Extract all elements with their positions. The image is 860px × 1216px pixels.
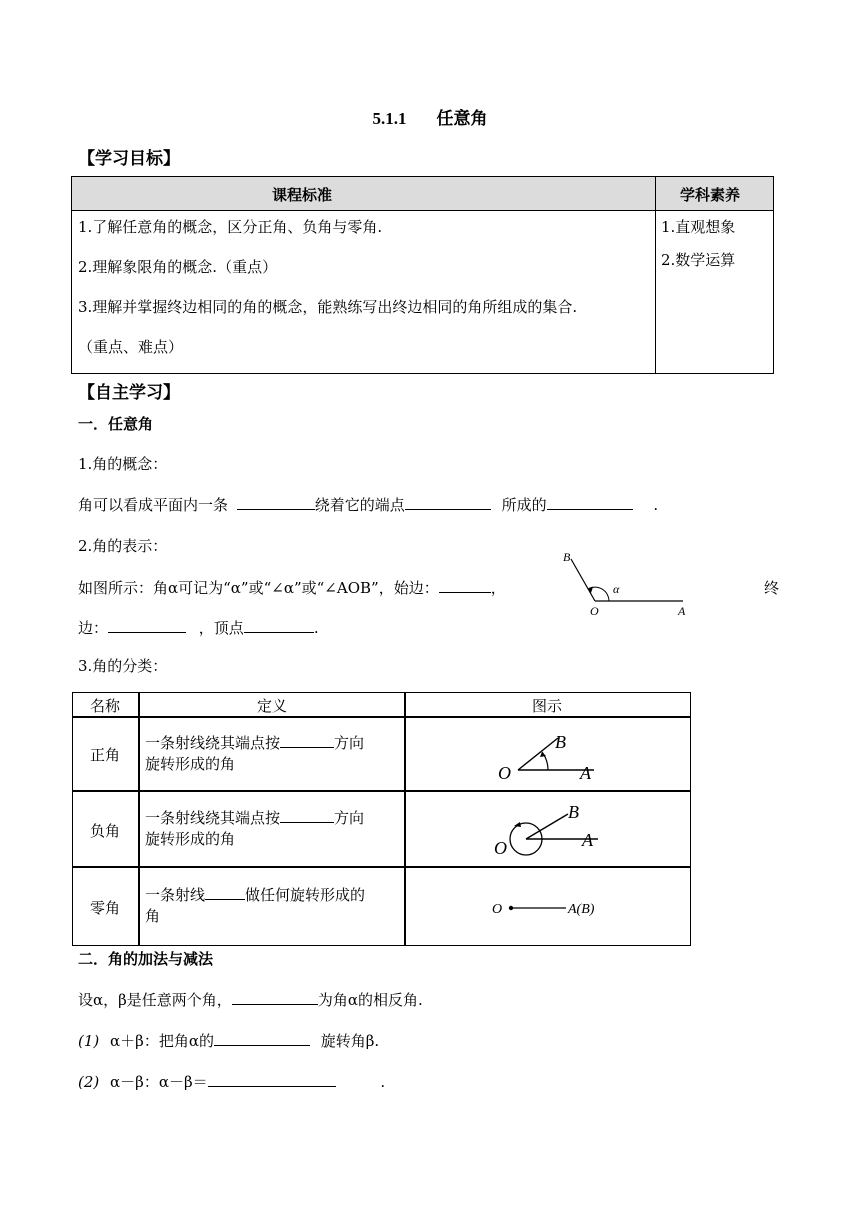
def-text: 一条射线 bbox=[145, 886, 206, 904]
fill-blank[interactable] bbox=[439, 578, 491, 593]
op1-label: (1) bbox=[78, 1032, 100, 1050]
learning-goals-table bbox=[71, 176, 774, 374]
fill-blank[interactable] bbox=[405, 495, 491, 510]
fill-blank[interactable] bbox=[232, 990, 318, 1005]
op2-text-a: α－β：α－β＝ bbox=[110, 1073, 208, 1091]
col-header-literacy: 学科素养 bbox=[680, 186, 741, 204]
class-label: 3.角的分类： bbox=[78, 657, 168, 675]
op2-label: (2) bbox=[78, 1073, 100, 1091]
concept-label: 1.角的概念： bbox=[78, 455, 168, 473]
label-b: B bbox=[563, 550, 571, 564]
op2-end: . bbox=[380, 1073, 386, 1091]
def-text: 角 bbox=[145, 907, 161, 925]
repr-zhong: 终 bbox=[764, 579, 780, 597]
concept-end: . bbox=[653, 496, 659, 514]
standard-item: （重点、难点） bbox=[78, 338, 184, 356]
page-title bbox=[0, 104, 860, 129]
fill-blank[interactable] bbox=[280, 733, 334, 748]
repr-comma: ， bbox=[490, 579, 506, 597]
angle-classification-table bbox=[72, 692, 691, 946]
def-text: 做任何旋转形成的 bbox=[245, 886, 366, 904]
label-o: O bbox=[498, 763, 511, 783]
concept-text-b: 绕着它的端点 bbox=[314, 496, 405, 514]
ops-intro-b: 为角α的相反角. bbox=[317, 991, 423, 1009]
row-divider bbox=[72, 716, 691, 718]
ops-intro-a: 设α，β是任意两个角， bbox=[78, 991, 232, 1009]
label-o: O bbox=[494, 838, 507, 858]
col-header-def: 定义 bbox=[257, 697, 288, 715]
op1-text-a: α＋β：把角α的 bbox=[110, 1032, 214, 1050]
row-def-zero bbox=[145, 885, 365, 927]
concept-line bbox=[78, 494, 658, 515]
fill-blank[interactable] bbox=[244, 618, 314, 633]
standard-item: 3.理解并掌握终边相同的角的概念，能熟练写出终边相同的角所组成的集合. bbox=[78, 298, 578, 316]
label-a: A bbox=[678, 604, 686, 618]
fill-blank[interactable] bbox=[108, 618, 186, 633]
repr-text-a: 如图所示：角α可记为“α”或“∠α”或“∠AOB”，始边： bbox=[78, 579, 439, 597]
col-header-fig: 图示 bbox=[532, 697, 563, 715]
literacy-item: 1.直观想象 bbox=[661, 218, 736, 236]
table-header-row bbox=[72, 177, 773, 211]
def-text: 方向 bbox=[334, 734, 365, 752]
label-ab: A(B) bbox=[568, 902, 595, 917]
section-name: 任意角 bbox=[436, 109, 488, 129]
standard-item: 2.理解象限角的概念.（重点） bbox=[78, 258, 278, 276]
learning-goals-heading: 【学习目标】 bbox=[78, 149, 180, 169]
row-name-positive: 正角 bbox=[89, 746, 120, 764]
label-a: A bbox=[580, 763, 591, 783]
fill-blank[interactable] bbox=[214, 1031, 310, 1046]
row-def-negative bbox=[145, 808, 364, 850]
standard-item: 1.了解任意角的概念，区分正角、负角与零角. bbox=[78, 218, 383, 236]
repr-text-b: 边： bbox=[78, 619, 109, 637]
repr-label: 2.角的表示： bbox=[78, 537, 168, 555]
fill-blank[interactable] bbox=[208, 1072, 336, 1087]
concept-text-a: 角可以看成平面内一条 bbox=[78, 496, 229, 514]
col-divider bbox=[404, 692, 406, 946]
fill-blank[interactable] bbox=[280, 808, 334, 823]
col-divider bbox=[138, 692, 140, 946]
def-text: 方向 bbox=[334, 809, 365, 827]
repr-line-2 bbox=[78, 617, 319, 638]
concept-text-c: 所成的 bbox=[501, 496, 547, 514]
ops-intro bbox=[78, 989, 423, 1010]
op1-line bbox=[78, 1030, 379, 1051]
row-divider bbox=[72, 790, 691, 792]
op1-text-b: 旋转角β. bbox=[320, 1032, 380, 1050]
col-header-standard: 课程标准 bbox=[272, 186, 333, 204]
row-name-negative: 负角 bbox=[89, 822, 120, 840]
row-def-positive bbox=[145, 733, 364, 775]
repr-end: . bbox=[313, 619, 319, 637]
op2-line bbox=[78, 1071, 385, 1092]
fill-blank[interactable] bbox=[205, 885, 245, 900]
label-a: A bbox=[582, 830, 593, 850]
repr-text-c: ，顶点 bbox=[198, 619, 244, 637]
label-o: O bbox=[590, 604, 599, 618]
col-header-name: 名称 bbox=[90, 697, 121, 715]
part2-title: 二．角的加法与减法 bbox=[78, 950, 214, 968]
positive-angle-figure bbox=[492, 724, 612, 784]
label-alpha: α bbox=[613, 582, 620, 596]
section-number: 5.1.1 bbox=[372, 109, 407, 128]
negative-angle-figure bbox=[492, 796, 612, 862]
label-o: O bbox=[492, 902, 503, 917]
repr-line-1 bbox=[78, 577, 506, 598]
fill-blank[interactable] bbox=[237, 495, 315, 510]
part1-title: 一．任意角 bbox=[78, 415, 154, 433]
zero-angle-figure bbox=[482, 894, 622, 924]
def-text: 一条射线绕其端点按 bbox=[145, 809, 281, 827]
self-study-heading: 【自主学习】 bbox=[78, 383, 180, 403]
def-text: 旋转形成的角 bbox=[145, 755, 236, 773]
label-b: B bbox=[555, 732, 566, 752]
angle-aob-figure bbox=[555, 545, 695, 620]
column-divider bbox=[655, 177, 656, 373]
row-name-zero: 零角 bbox=[89, 899, 120, 917]
label-b: B bbox=[568, 802, 579, 822]
def-text: 旋转形成的角 bbox=[145, 830, 236, 848]
def-text: 一条射线绕其端点按 bbox=[145, 734, 281, 752]
fill-blank[interactable] bbox=[547, 495, 633, 510]
row-divider bbox=[72, 866, 691, 868]
literacy-item: 2.数学运算 bbox=[661, 251, 736, 269]
